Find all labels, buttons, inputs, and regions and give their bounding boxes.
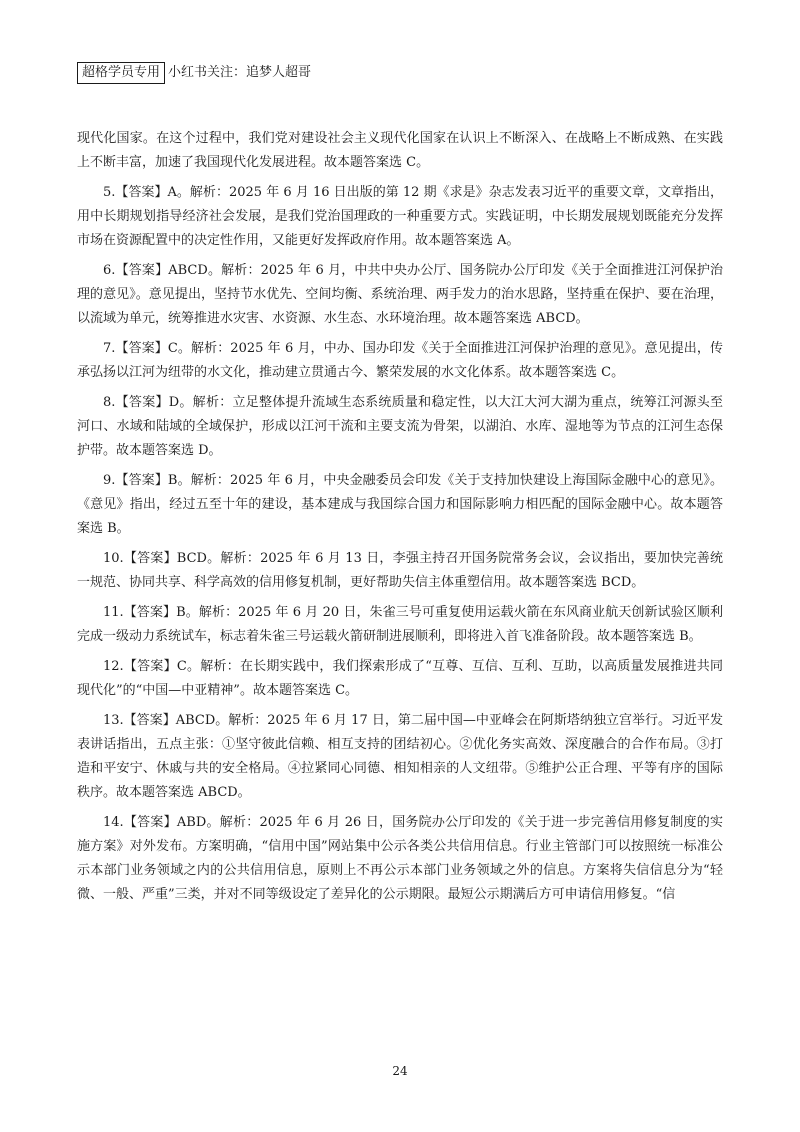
answer-11: 11.【答案】B。解析：2025 年 6 月 20 日，朱雀三号可重复使用运载火箭在东风商业航天创新试验区顺利完成一级动力系统试车，标志着朱雀三号运载火箭研制进展顺利，即将进入首飞准备阶段。故本题答案选 B。	[77, 605, 723, 644]
page-number: 24	[392, 1064, 408, 1078]
page-header	[77, 62, 311, 84]
answer-13: 13.【答案】ABCD。解析：2025 年 6 月 17 日，第二届中国—中亚峰会在阿斯塔纳独立宫举行。习近平发表讲话指出，五点主张：①坚守彼此信赖、相互支持的团结初心。②优化务实高效、深度融合的合作布局。③打造和平安宁、休戚与共的安全格局。④拉紧同心同德、相知相亲的人文纽带。⑤维护公正合理、平等有序的国际秩序。故本题答案选 ABCD。	[77, 713, 723, 800]
answer-5: 5.【答案】A。解析：2025 年 6 月 16 日出版的第 12 期《求是》杂志发表习近平的重要文章，文章指出，用中长期规划指导经济社会发展，是我们党治国理政的一种重要方式。实践证明，中长期发展规划既能充分发挥市场在资源配置中的决定性作用，又能更好发挥政府作用。故本题答案选 A。	[77, 185, 723, 248]
answer-9: 9.【答案】B。解析：2025 年 6 月，中央金融委员会印发《关于支持加快建设上海国际金融中心的意见》。《意见》指出，经过五至十年的建设，基本建成与我国综合国力和国际影响力相匹配的国际金融中心。故本题答案选 B。	[77, 473, 723, 536]
student-only-badge: 超格学员专用	[77, 62, 165, 84]
paragraph-continuation: 现代化国家。在这个过程中，我们党对建设社会主义现代化国家在认识上不断深入、在战略上不断成熟、在实践上不断丰富，加速了我国现代化发展进程。故本题答案选 C。	[77, 131, 723, 170]
answer-12: 12.【答案】C。解析：在长期实践中，我们探索形成了“互尊、互信、互利、互助，以高质量发展推进共同现代化”的“中国—中亚精神”。故本题答案选 C。	[77, 659, 723, 698]
answer-7: 7.【答案】C。解析：2025 年 6 月，中办、国办印发《关于全面推进江河保护治理的意见》。意见提出，传承弘扬以江河为纽带的水文化，推动建立贯通古今、繁荣发展的水文化体系。故本题答案选 C。	[77, 341, 723, 380]
answer-6: 6.【答案】ABCD。解析：2025 年 6 月，中共中央办公厅、国务院办公厅印发《关于全面推进江河保护治理的意见》。意见提出，坚持节水优先、空间均衡、系统治理、两手发力的治水思路，坚持重在保护、要在治理，以流域为单元，统筹推进水灾害、水资源、水生态、水环境治理。故本题答案选 ABCD。	[77, 263, 723, 326]
answer-14: 14.【答案】ABD。解析：2025 年 6 月 26 日，国务院办公厅印发的《关于进一步完善信用修复制度的实施方案》对外发布。方案明确，“信用中国”网站集中公示各类公共信用信息。行业主管部门可以按照统一标准公示本部门业务领域之内的公共信用信息，原则上不再公示本部门业务领域之外的信息。方案将失信信息分为“轻微、一般、严重”三类，并对不同等级设定了差异化的公示期限。最短公示期满后方可申请信用修复。“信	[77, 815, 723, 902]
xiaohongshu-follow-text: 小红书关注：追梦人超哥	[168, 65, 312, 80]
document-body	[77, 127, 723, 907]
answer-8: 8.【答案】D。解析：立足整体提升流域生态系统质量和稳定性，以大江大河大湖为重点，统筹江河源头至河口、水域和陆域的全域保护，形成以江河干流和主要支流为骨架，以湖泊、水库、湿地等为节点的江河生态保护带。故本题答案选 D。	[77, 395, 723, 458]
answer-10: 10.【答案】BCD。解析：2025 年 6 月 13 日，李强主持召开国务院常务会议，会议指出，要加快完善统一规范、协同共享、科学高效的信用修复机制，更好帮助失信主体重塑信用。故本题答案选 BCD。	[77, 551, 723, 590]
